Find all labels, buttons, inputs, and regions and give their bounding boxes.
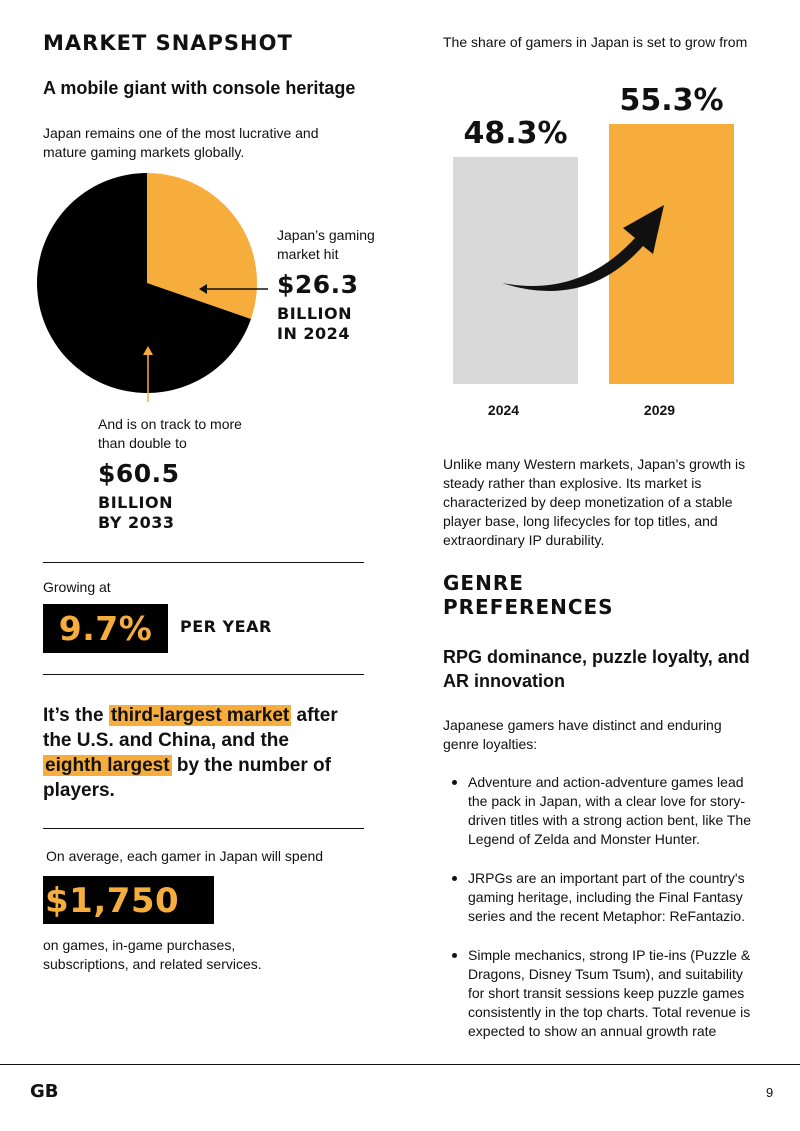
divider: [43, 674, 364, 675]
rank-text: by the number of players.: [43, 755, 331, 801]
spend-description: on games, in-game purchases, subscriptions, and related services.: [43, 937, 262, 972]
callout-2024: [277, 226, 407, 344]
callout-2024-value: $26.3: [277, 270, 359, 299]
list-item: Adventure and action-adventure games lead the pack in Japan, with a clear love for story-driven titles with a strong action bent, like The Legend of Zelda and Monster Hunter.: [443, 773, 763, 849]
rank-text: It’s the: [43, 705, 109, 726]
data-label: 55.3%: [619, 83, 724, 118]
list-item: JRPGs are an important part of the country's gaming heritage, including the Final Fantasy series and the recent Metaphor: ReFantazio.: [443, 869, 763, 926]
genre-intro: Japanese gamers have distinct and enduring genre loyalties:: [443, 717, 722, 752]
market-paragraph: Unlike many Western markets, Japan’s growth is steady rather than explosive. Its market is characterized by deep monetization of a stable player base, long lifecycles for top titles, and extraordinary IP durability.: [443, 456, 746, 548]
data-label: 48.3%: [463, 115, 568, 151]
spend-value: $1,750: [43, 876, 214, 924]
callout-2033-value: $60.5: [98, 459, 180, 488]
growth-suffix: PER YEAR: [180, 617, 272, 636]
gamer-share-bar-chart: [440, 60, 760, 430]
genre-bullet-list: [443, 773, 763, 1061]
section-subtitle: A mobile giant with console heritage: [43, 78, 356, 98]
genre-title-line2: PREFERENCES: [443, 595, 614, 619]
callout-2033: [98, 415, 258, 533]
list-item: Simple mechanics, strong IP tie-ins (Puzzle & Dragons, Disney Tsum Tsum), and suitability for short transit sessions keep puzzle games consistently in the top charts. Total revenue is expected to show an annual growth rate: [443, 946, 763, 1041]
bar-2024: [453, 157, 578, 384]
footer-divider: [0, 1064, 800, 1065]
spend-label: On average, each gamer in Japan will spend: [46, 848, 324, 864]
callout-2024-unit-line2: IN 2024: [277, 324, 350, 343]
divider: [43, 828, 364, 829]
callout-2033-unit-line2: BY 2033: [98, 513, 175, 532]
rank-statement: [43, 703, 353, 803]
genre-title: [443, 571, 614, 619]
growth-value: 9.7%: [43, 604, 168, 653]
rank-text: after the U.S. and China, and the: [43, 705, 338, 751]
chart-title: The share of gamers in Japan is set to grow from: [443, 34, 748, 50]
section-title: MARKET SNAPSHOT: [43, 31, 293, 55]
arrow-to-2024-callout: [198, 282, 270, 296]
callout-2024-unit-line1: BILLION: [277, 304, 352, 323]
intro-text: Japan remains one of the most lucrative and mature gaming markets globally.: [43, 125, 319, 160]
callout-2033-text: And is on track to more than double to: [98, 416, 242, 451]
genre-subtitle: RPG dominance, puzzle loyalty, and AR innovation: [443, 647, 750, 691]
divider: [43, 562, 364, 563]
genre-title-line1: GENRE: [443, 571, 524, 595]
rank-highlight: eighth largest: [45, 755, 170, 776]
gb-logo: GB: [30, 1081, 59, 1102]
callout-2033-unit-line1: BILLION: [98, 493, 173, 512]
rank-highlight: third-largest market: [110, 705, 290, 726]
growth-label: Growing at: [43, 579, 111, 595]
tick-label: 2029: [643, 402, 676, 418]
callout-2024-text: Japan’s gaming market hit: [277, 227, 375, 262]
page-number: 9: [766, 1085, 774, 1100]
arrow-to-pie: [141, 346, 155, 404]
tick-label: 2024: [487, 402, 520, 418]
